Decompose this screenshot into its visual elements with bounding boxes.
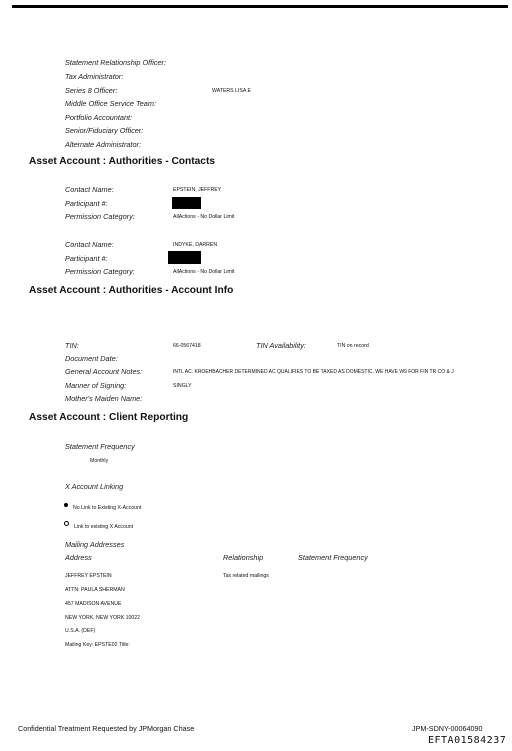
- mailing-key: Mailing Key: EPSTE02 Title:: [65, 642, 130, 648]
- permission-label: Permission Category:: [65, 267, 135, 276]
- tin-value: 66-0567418: [173, 343, 201, 349]
- account-linking-label: X Account Linking: [65, 482, 124, 491]
- permission-value: AllActions - No Dollar Limit: [173, 269, 235, 275]
- participant-label: Participant #:: [65, 254, 108, 263]
- general-notes-value: INTL AC. KROEHBACHER DETERMINED AC QUALIFIES TO BE TAXED AS DOMESTIC. WE HAVE W9 FOR FIN TR CO & J: [173, 369, 454, 375]
- frequency-column-header: Statement Frequency: [298, 553, 368, 562]
- address-column-header: Address: [65, 553, 92, 562]
- confidential-notice: Confidential Treatment Requested by JPMorgan Chase: [18, 724, 195, 733]
- officer-label: Portfolio Accountant:: [65, 113, 133, 122]
- redaction-block: [172, 197, 201, 209]
- relationship-value: Tax related mailings: [223, 573, 269, 579]
- redaction-block: [168, 251, 201, 264]
- permission-label: Permission Category:: [65, 212, 135, 221]
- contact-name-value: INDYKE, DARREN: [173, 242, 218, 248]
- relationship-column-header: Relationship: [223, 553, 264, 562]
- signing-value: SINGLY: [173, 383, 192, 389]
- officer-label: Middle Office Service Team:: [65, 99, 156, 108]
- address-line: U.S.A. (DEF): [65, 628, 96, 634]
- radio-unselected-icon: [64, 521, 69, 526]
- officer-value: WATERS LISA E: [212, 88, 251, 94]
- contacts-heading: Asset Account : Authorities - Contacts: [29, 156, 216, 167]
- permission-value: AllActions - No Dollar Limit: [173, 214, 235, 220]
- participant-label: Participant #:: [65, 199, 108, 208]
- contact-name-value: EPSTEIN, JEFFREY: [173, 187, 222, 193]
- radio-selected-icon: [64, 503, 68, 507]
- tin-availability-label: TIN Availability:: [256, 341, 306, 350]
- link-option-selected[interactable]: [64, 496, 141, 514]
- officer-label: Series 8 Officer:: [65, 86, 118, 95]
- client-reporting-heading: Asset Account : Client Reporting: [29, 412, 189, 423]
- address-line: NEW YORK, NEW YORK 10022: [65, 615, 141, 621]
- officer-label: Tax Administrator:: [65, 72, 124, 81]
- bates-number: JPM-SDNY-00064090: [412, 724, 483, 733]
- officer-label: Senior/Fiduciary Officer:: [65, 126, 144, 135]
- general-notes-label: General Account Notes:: [65, 367, 143, 376]
- address-line: JEFFREY EPSTEIN: [65, 573, 112, 579]
- tin-availability-value: TIN on record: [337, 343, 369, 349]
- statement-frequency-label: Statement Frequency: [65, 442, 135, 451]
- statement-frequency-value: Monthly: [90, 458, 109, 464]
- address-line: 457 MADISON AVENUE: [65, 601, 122, 607]
- address-line: ATTN: PAULA SHERMAN: [65, 587, 125, 593]
- efta-number: EFTA01584237: [428, 735, 507, 746]
- link-option-label: No Link to Existing X-Account: [73, 505, 142, 511]
- signing-label: Manner of Signing:: [65, 381, 127, 390]
- officer-label: Alternate Administrator:: [65, 140, 141, 149]
- document-date-label: Document Date:: [65, 354, 118, 363]
- maiden-name-label: Mother's Maiden Name:: [65, 394, 143, 403]
- link-option-label: Link to existing X Account: [74, 524, 134, 530]
- mailing-addresses-label: Mailing Addresses: [65, 540, 125, 549]
- officer-label: Statement Relationship Officer:: [65, 58, 166, 67]
- top-border: [12, 5, 508, 8]
- link-option-other[interactable]: [64, 515, 133, 533]
- account-info-heading: Asset Account : Authorities - Account Info: [29, 285, 234, 296]
- tin-label: TIN:: [65, 341, 79, 350]
- contact-name-label: Contact Name:: [65, 240, 114, 249]
- contact-name-label: Contact Name:: [65, 185, 114, 194]
